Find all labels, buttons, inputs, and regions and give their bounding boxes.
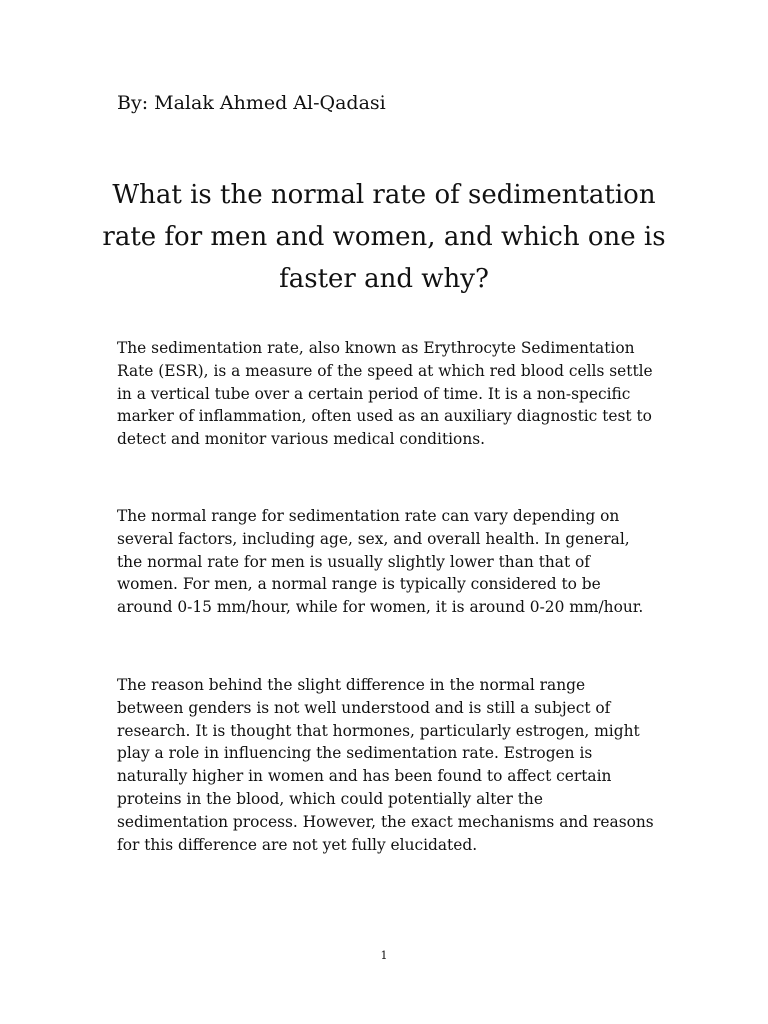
page-number: 1 (380, 949, 388, 962)
document-title: What is the normal rate of sedimentation rate for men and women, and which one is faster and why? (102, 180, 666, 294)
paragraph-gender-difference: The reason behind the slight difference in the normal range between genders is not well understood and is still a subject of research. It is thought that hormones, particularly estrogen, might play a role in influencing the sedimentation rate. Estrogen is naturally higher in women and has been found to affect certain proteins in the blood, which could potentially alter the sedimentation process. However, the exact mechanisms and reasons for this difference are not yet fully elucidated. (117, 676, 654, 854)
paragraph-esr-definition: The sedimentation rate, also known as Erythrocyte Sedimentation Rate (ESR), is a measure of the speed at which red blood cells settle in a vertical tube over a certain period of time. It is a non-specific marker of inflammation, often used as an auxiliary diagnostic test to detect and monitor various medical conditions. (117, 339, 653, 449)
paragraph-normal-range: The normal range for sedimentation rate can vary depending on several factors, including age, sex, and overall health. In general, the normal rate for men is usually slightly lower than that of women. For men, a normal range is typically considered to be around 0-15 mm/hour, while for women, it is around 0-20 mm/hour. (117, 507, 644, 617)
byline: By: Malak Ahmed Al-Qadasi (117, 92, 386, 114)
